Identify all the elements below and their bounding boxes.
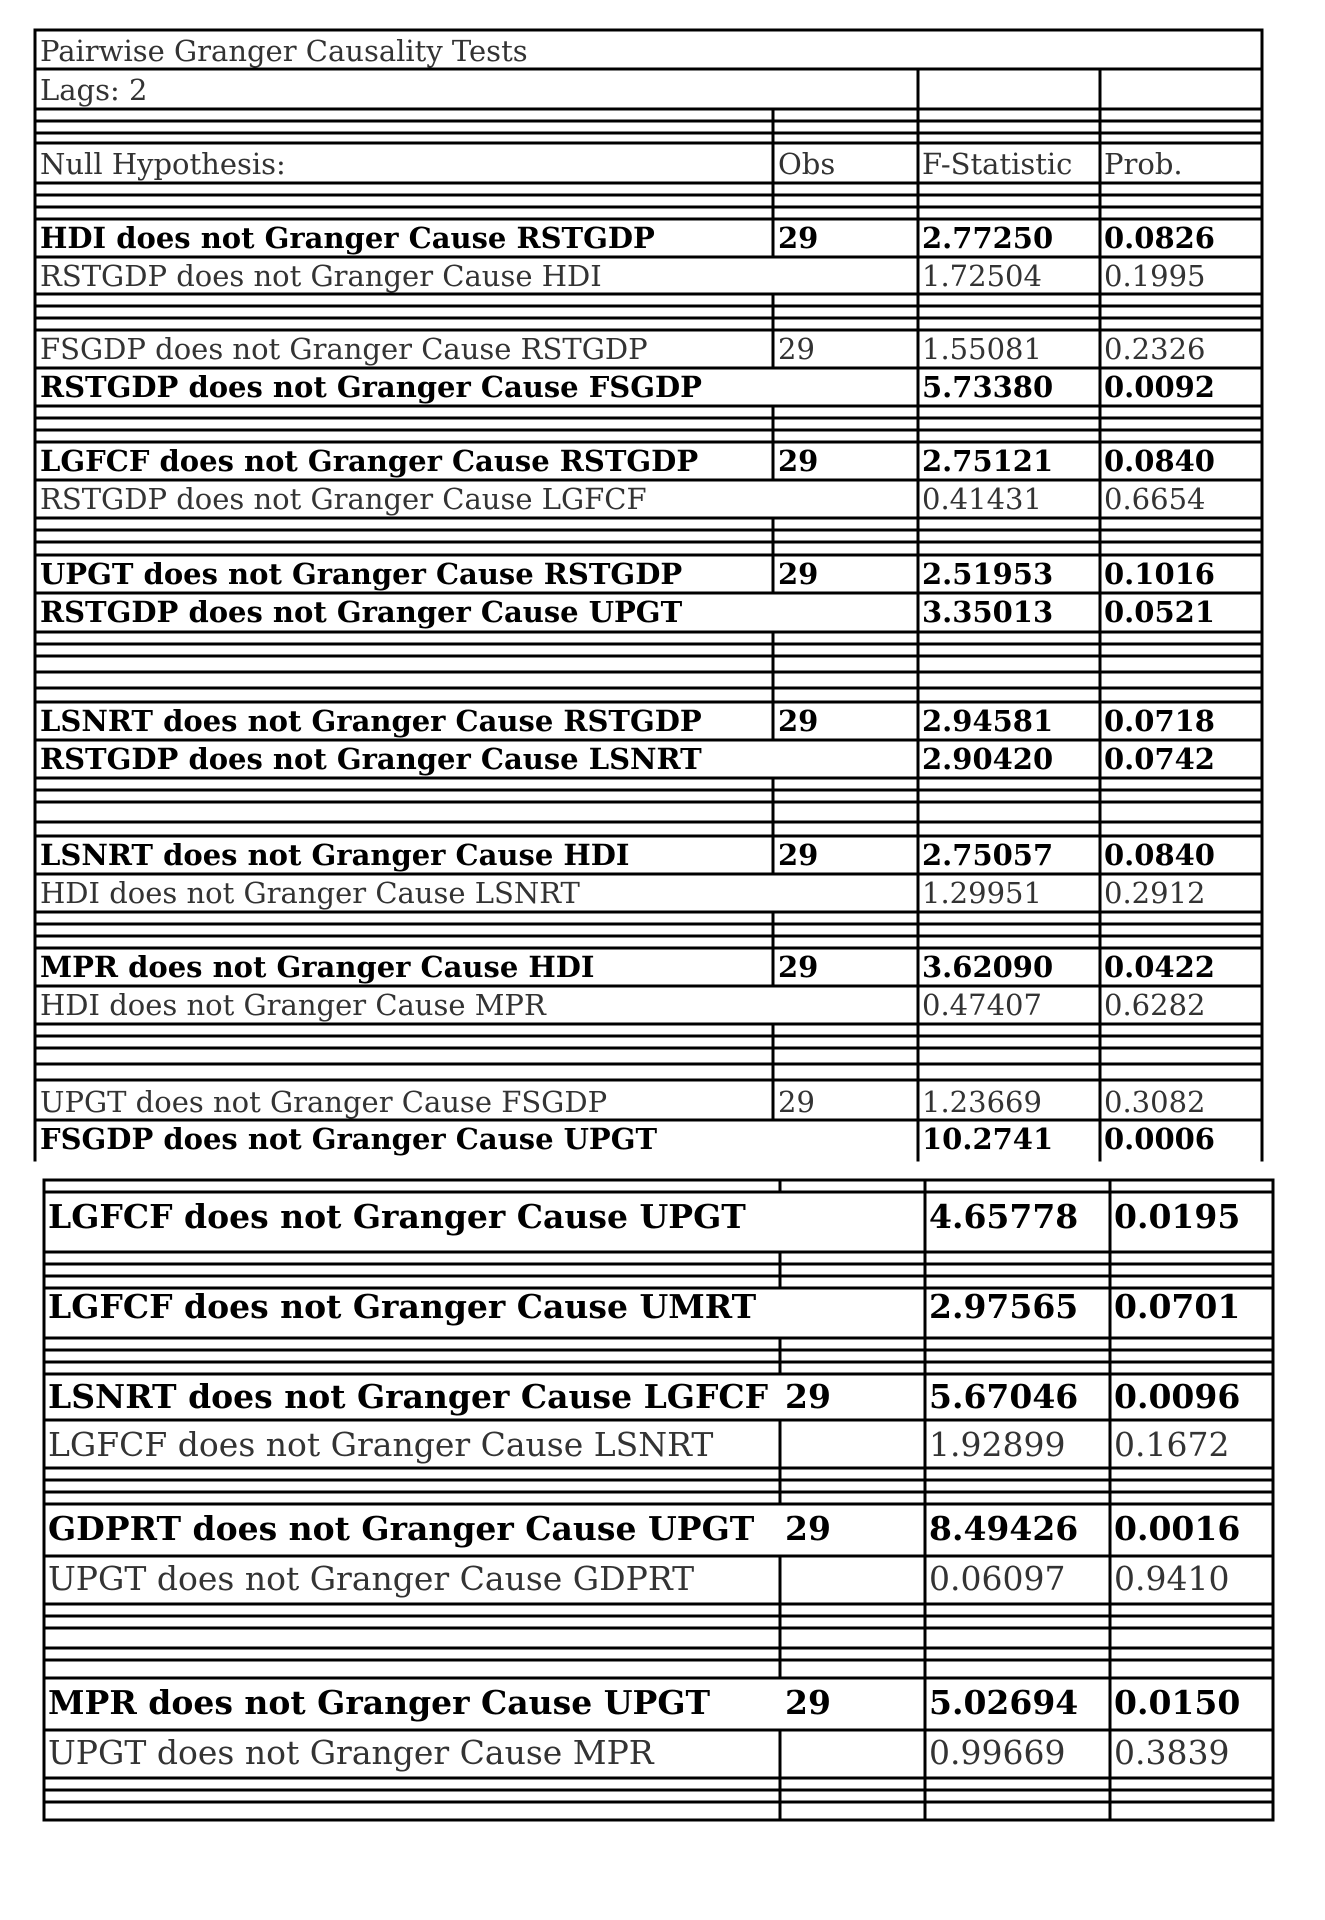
- hypothesis-cell: UPGT does not Granger Cause RSTGDP: [40, 557, 683, 591]
- f-statistic-cell: 0.41431: [922, 482, 1042, 516]
- prob-cell: 0.1016: [1104, 557, 1215, 591]
- prob-cell: 0.0016: [1114, 1509, 1241, 1548]
- header-f-statistic: F-Statistic: [922, 147, 1073, 181]
- hypothesis-cell: LGFCF does not Granger Cause UMRT: [48, 1287, 757, 1326]
- f-statistic-cell: 5.67046: [929, 1377, 1079, 1416]
- prob-cell: 0.0006: [1104, 1122, 1215, 1156]
- obs-cell: 29: [778, 332, 815, 366]
- prob-cell: 0.3839: [1114, 1733, 1230, 1772]
- hypothesis-cell: RSTGDP does not Granger Cause FSGDP: [40, 370, 702, 404]
- lags-label: Lags: 2: [40, 73, 148, 107]
- f-statistic-cell: 2.77250: [922, 221, 1054, 255]
- hypothesis-cell: RSTGDP does not Granger Cause LSNRT: [40, 742, 702, 776]
- prob-cell: 0.0826: [1104, 221, 1215, 255]
- hypothesis-cell: LSNRT does not Granger Cause HDI: [40, 838, 630, 872]
- f-statistic-cell: 2.51953: [922, 557, 1054, 591]
- obs-cell: 29: [778, 838, 819, 872]
- prob-cell: 0.2912: [1104, 876, 1206, 910]
- hypothesis-cell: RSTGDP does not Granger Cause HDI: [40, 259, 602, 293]
- obs-cell: 29: [785, 1509, 831, 1548]
- prob-cell: 0.6654: [1104, 482, 1206, 516]
- hypothesis-cell: LGFCF does not Granger Cause RSTGDP: [40, 444, 699, 478]
- obs-cell: 29: [778, 1085, 815, 1119]
- obs-cell: 29: [785, 1377, 831, 1416]
- prob-cell: 0.9410: [1114, 1559, 1230, 1598]
- prob-cell: 0.1672: [1114, 1425, 1230, 1464]
- obs-cell: 29: [778, 444, 819, 478]
- prob-cell: 0.0840: [1104, 444, 1215, 478]
- table-title: Pairwise Granger Causality Tests: [40, 34, 528, 68]
- prob-cell: 0.6282: [1104, 988, 1206, 1022]
- f-statistic-cell: 2.90420: [922, 742, 1054, 776]
- hypothesis-cell: FSGDP does not Granger Cause RSTGDP: [40, 332, 648, 366]
- f-statistic-cell: 1.23669: [922, 1085, 1042, 1119]
- f-statistic-cell: 2.97565: [929, 1287, 1079, 1326]
- prob-cell: 0.0718: [1104, 704, 1215, 738]
- f-statistic-cell: 1.29951: [922, 876, 1042, 910]
- f-statistic-cell: 2.75121: [922, 444, 1054, 478]
- obs-cell: 29: [778, 557, 819, 591]
- prob-cell: 0.0742: [1104, 742, 1215, 776]
- f-statistic-cell: 4.65778: [929, 1197, 1079, 1236]
- f-statistic-cell: 8.49426: [929, 1509, 1079, 1548]
- prob-cell: 0.2326: [1104, 332, 1206, 366]
- hypothesis-cell: RSTGDP does not Granger Cause LGFCF: [40, 482, 647, 516]
- f-statistic-cell: 1.55081: [922, 332, 1042, 366]
- header-obs: Obs: [778, 147, 836, 181]
- f-statistic-cell: 2.94581: [922, 704, 1054, 738]
- hypothesis-cell: UPGT does not Granger Cause FSGDP: [40, 1085, 608, 1119]
- f-statistic-cell: 0.06097: [929, 1559, 1066, 1598]
- f-statistic-cell: 1.72504: [922, 259, 1042, 293]
- obs-cell: 29: [785, 1683, 831, 1722]
- f-statistic-cell: 3.62090: [922, 950, 1054, 984]
- obs-cell: 29: [778, 704, 819, 738]
- header-prob: Prob.: [1104, 147, 1183, 181]
- hypothesis-cell: HDI does not Granger Cause RSTGDP: [40, 221, 655, 255]
- hypothesis-cell: HDI does not Granger Cause MPR: [40, 988, 546, 1022]
- f-statistic-cell: 5.02694: [929, 1683, 1079, 1722]
- hypothesis-cell: RSTGDP does not Granger Cause UPGT: [40, 595, 683, 629]
- obs-cell: 29: [778, 950, 819, 984]
- hypothesis-cell: MPR does not Granger Cause HDI: [40, 950, 595, 984]
- hypothesis-cell: LSNRT does not Granger Cause LGFCF: [48, 1377, 769, 1416]
- hypothesis-cell: HDI does not Granger Cause LSNRT: [40, 876, 580, 910]
- prob-cell: 0.1995: [1104, 259, 1206, 293]
- hypothesis-cell: LGFCF does not Granger Cause LSNRT: [48, 1425, 714, 1464]
- f-statistic-cell: 0.99669: [929, 1733, 1066, 1772]
- hypothesis-cell: UPGT does not Granger Cause GDPRT: [48, 1559, 695, 1598]
- prob-cell: 0.0150: [1114, 1683, 1241, 1722]
- f-statistic-cell: 10.2741: [922, 1122, 1054, 1156]
- header-null-hypothesis: Null Hypothesis:: [40, 147, 286, 181]
- hypothesis-cell: MPR does not Granger Cause UPGT: [48, 1683, 711, 1722]
- prob-cell: 0.0195: [1114, 1197, 1241, 1236]
- prob-cell: 0.3082: [1104, 1085, 1206, 1119]
- hypothesis-cell: GDPRT does not Granger Cause UPGT: [48, 1509, 755, 1548]
- f-statistic-cell: 3.35013: [922, 595, 1054, 629]
- prob-cell: 0.0422: [1104, 950, 1215, 984]
- prob-cell: 0.0521: [1104, 595, 1215, 629]
- prob-cell: 0.0701: [1114, 1287, 1241, 1326]
- hypothesis-cell: UPGT does not Granger Cause MPR: [48, 1733, 654, 1772]
- f-statistic-cell: 1.92899: [929, 1425, 1066, 1464]
- prob-cell: 0.0840: [1104, 838, 1215, 872]
- hypothesis-cell: FSGDP does not Granger Cause UPGT: [40, 1122, 658, 1156]
- f-statistic-cell: 5.73380: [922, 370, 1054, 404]
- hypothesis-cell: LSNRT does not Granger Cause RSTGDP: [40, 704, 702, 738]
- hypothesis-cell: LGFCF does not Granger Cause UPGT: [48, 1197, 746, 1236]
- f-statistic-cell: 2.75057: [922, 838, 1054, 872]
- prob-cell: 0.0096: [1114, 1377, 1241, 1416]
- obs-cell: 29: [778, 221, 819, 255]
- prob-cell: 0.0092: [1104, 370, 1215, 404]
- f-statistic-cell: 0.47407: [922, 988, 1042, 1022]
